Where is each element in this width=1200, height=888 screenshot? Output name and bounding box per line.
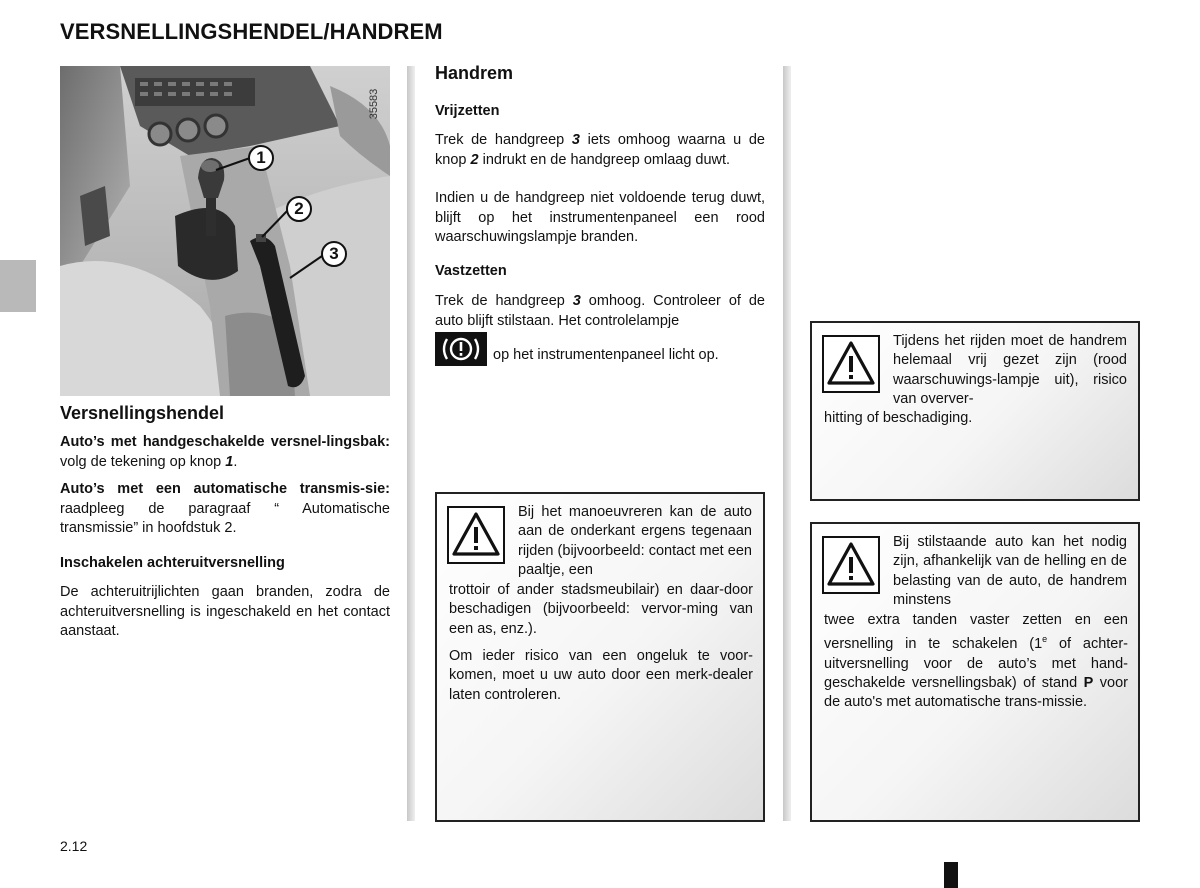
- column-divider-right: [783, 66, 791, 821]
- manual-gearbox-ref: 1: [225, 453, 234, 470]
- handbrake-warning-lamp-icon: [435, 332, 487, 366]
- warning-3-position-p: P: [1083, 675, 1094, 692]
- section-heading-gear-lever: Versnellingshendel: [60, 403, 225, 423]
- chapter-tab: [0, 260, 36, 312]
- apply-text-a: Trek de handgreep: [435, 293, 573, 309]
- warning-2-rest: hitting of beschadiging.: [824, 410, 973, 426]
- warning-1-rest: trottoir of ander stadsmeubilair) en daar-door beschadigen (bijvoorbeeld: vervor-ming van een as, enz.).: [449, 582, 753, 637]
- warning-3-rest: [824, 611, 1128, 713]
- release-ref-2: 2: [470, 151, 479, 168]
- manual-gearbox-text: volg de tekening op knop: [60, 453, 226, 470]
- warning-box-stationary: [810, 522, 1140, 822]
- warning-1-head: Bij het manoeuvreren kan de auto aan de onderkant ergens tegenaan rijden (bijvoorbeeld: contact met een paaltje, een: [518, 504, 752, 579]
- page-title: VERSNELLINGSHENDEL/HANDREM: [60, 19, 443, 44]
- manual-gearbox-paragraph: [60, 433, 390, 472]
- automatic-transmission-label: Auto’s met een automatische transmis-sie:: [60, 481, 390, 497]
- release-text-a: Trek de handgreep: [435, 132, 572, 148]
- warning-triangle-icon: [822, 335, 880, 393]
- manual-gearbox-label: Auto’s met handgeschakelde versnel-lingsbak:: [60, 434, 390, 450]
- release-heading: Vrijzetten: [435, 103, 500, 119]
- apply-paragraph-end: op het instrumentenpaneel licht op.: [493, 347, 719, 363]
- warning-3-text-b: of achter-uitversnelling voor de auto’s met hand-geschakelde versnellingsbak) of stand: [824, 636, 1129, 692]
- warning-3-superscript: e: [1042, 634, 1048, 645]
- page-number: 2.12: [60, 838, 88, 854]
- warning-box-underbody: [435, 492, 765, 822]
- callout-3: 3: [321, 241, 347, 267]
- section-heading-handbrake: Handrem: [435, 63, 514, 83]
- warning-3-head: Bij stilstaande auto kan het nodig zijn, afhankelijk van de helling en de belasting van de auto, de handrem minstens: [893, 534, 1127, 609]
- page-corner-mark: [944, 862, 958, 888]
- automatic-transmission-paragraph: [60, 480, 390, 539]
- apply-text-b: omhoog. Controleer of de auto blijft stilstaan. Het controlelampje: [435, 293, 765, 329]
- reverse-gear-paragraph: De achteruitrijlichten gaan branden, zodra de achteruitversnelling is ingeschakeld en het contact aanstaat.: [60, 584, 390, 639]
- column-divider-left: [407, 66, 415, 821]
- automatic-transmission-text: raadpleeg de paragraaf “ Automatische transmissie” in hoofdstuk 2.: [60, 500, 390, 536]
- release-ref-3: 3: [571, 132, 580, 148]
- warning-triangle-icon: [822, 536, 880, 594]
- warning-box-driving-handbrake: [810, 321, 1140, 501]
- manual-gearbox-end: .: [233, 453, 238, 470]
- release-text-c: indrukt en de handgreep omlaag duwt.: [478, 151, 731, 168]
- warning-1-paragraph-2: Om ieder risico van een ongeluk te voor-komen, moet u uw auto door een merk-dealer laten controleren.: [449, 648, 753, 703]
- release-paragraph-1: [435, 131, 765, 170]
- callout-1: 1: [248, 145, 274, 171]
- warning-3-text-a: twee extra tanden vaster zetten en een versnelling in te schakelen (1: [824, 612, 1128, 653]
- callout-2: 2: [286, 196, 312, 222]
- release-text-b: iets omhoog waarna u de knop: [435, 132, 765, 168]
- warning-triangle-icon: [447, 506, 505, 564]
- photo-reference-number: 35583: [368, 88, 380, 120]
- apply-paragraph: [435, 292, 765, 331]
- warning-3-text-c: voor de auto's met automatische trans-missie.: [824, 675, 1128, 711]
- reverse-gear-heading: Inschakelen achteruitversnelling: [60, 555, 285, 571]
- gear-lever-handbrake-photo: [60, 66, 390, 396]
- apply-ref-3: 3: [572, 293, 581, 309]
- warning-2-head: Tijdens het rijden moet de handrem helemaal vrij gezet zijn (rood waarschuwings-lampje uit), risico van overver-: [893, 333, 1127, 408]
- release-paragraph-2: Indien u de handgreep niet voldoende terug duwt, blijft op het instrumentenpaneel een rood waarschuwingslampje branden.: [435, 190, 765, 245]
- apply-heading: Vastzetten: [435, 263, 507, 279]
